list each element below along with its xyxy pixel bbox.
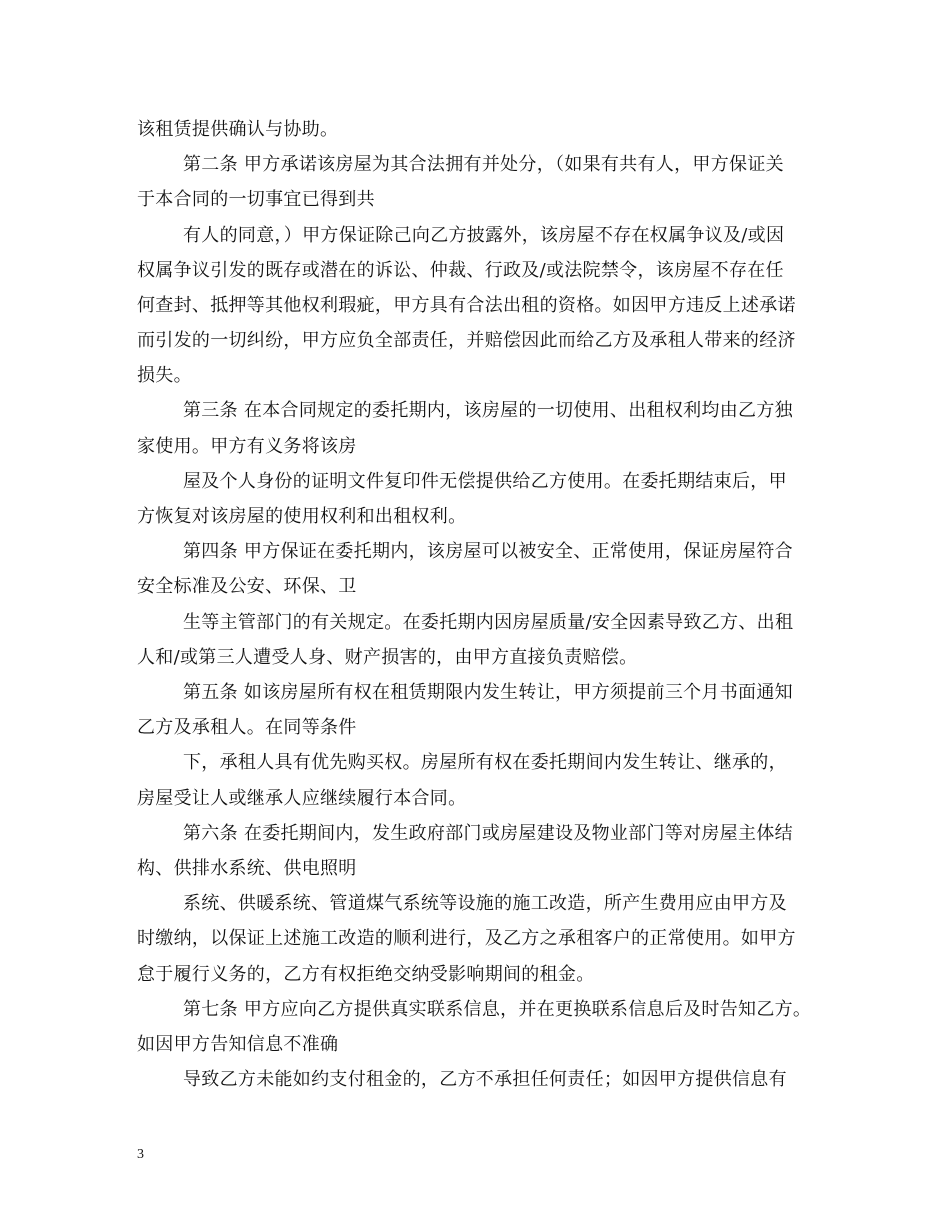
text-line: 下，承租人具有优先购买权。房屋所有权在委托期间内发生转让、继承的， <box>183 752 787 773</box>
text-line: 有人的同意，）甲方保证除己向乙方披露外，该房屋不存在权属争议及/或因 <box>183 225 785 246</box>
text-line: 生等主管部门的有关规定。在委托期内因房屋质量/安全因素导致乙方、出租 <box>183 612 794 633</box>
text-line: 安全标准及公安、环保、卫 <box>137 576 357 597</box>
text-line: 损失。 <box>137 365 192 386</box>
text-line: 如因甲方告知信息不准确 <box>137 1034 339 1055</box>
text-line: 屋及个人身份的证明文件复印件无偿提供给乙方使用。在委托期结束后，甲 <box>183 471 787 492</box>
text-line: 怠于履行义务的，乙方有权拒绝交纳受影响期间的租金。 <box>137 964 595 985</box>
text-line: 权属争议引发的既存或潜在的诉讼、仲裁、行政及/或法院禁令，该房屋不存在任 <box>137 260 784 281</box>
text-line: 第三条 在本合同规定的委托期内，该房屋的一切使用、出租权利均由乙方独 <box>183 400 793 421</box>
text-line: 于本合同的一切事宜已得到共 <box>137 189 375 210</box>
text-line: 第七条 甲方应向乙方提供真实联系信息，并在更换联系信息后及时告知乙方。 <box>183 999 812 1020</box>
text-line: 人和/或第三人遭受人身、财产损害的，由甲方直接负责赔偿。 <box>137 647 638 668</box>
text-line: 时缴纳，以保证上述施工改造的顺利进行，及乙方之承租客户的正常使用。如甲方 <box>137 928 796 949</box>
text-line: 第二条 甲方承诺该房屋为其合法拥有并处分，（如果有共有人，甲方保证关 <box>183 154 784 175</box>
text-line: 房屋受让人或继承人应继续履行本合同。 <box>137 788 467 809</box>
text-line: 乙方及承租人。在同等条件 <box>137 717 357 738</box>
text-line: 而引发的一切纠纷，甲方应负全部责任，并赔偿因此而给乙方及承租人带来的经济 <box>137 330 796 351</box>
text-line: 第六条 在委托期间内，发生政府部门或房屋建设及物业部门等对房屋主体结 <box>183 823 793 844</box>
text-line: 何查封、抵押等其他权利瑕疵，甲方具有合法出租的资格。如因甲方违反上述承诺 <box>137 295 796 316</box>
text-line: 第五条 如该房屋所有权在租赁期限内发生转让，甲方须提前三个月书面通知 <box>183 682 793 703</box>
text-line: 系统、供暖系统、管道煤气系统等设施的施工改造，所产生费用应由甲方及 <box>183 893 787 914</box>
text-line: 该租赁提供确认与协助。 <box>137 119 339 140</box>
text-line: 家使用。甲方有义务将该房 <box>137 436 357 457</box>
text-line: 第四条 甲方保证在委托期内，该房屋可以被安全、正常使用，保证房屋符合 <box>183 541 793 562</box>
page-number: 3 <box>137 1147 144 1162</box>
text-line: 导致乙方未能如约支付租金的，乙方不承担任何责任；如因甲方提供信息有 <box>183 1069 787 1090</box>
text-line: 方恢复对该房屋的使用权利和出租权利。 <box>137 506 467 527</box>
text-line: 构、供排水系统、供电照明 <box>137 858 357 879</box>
